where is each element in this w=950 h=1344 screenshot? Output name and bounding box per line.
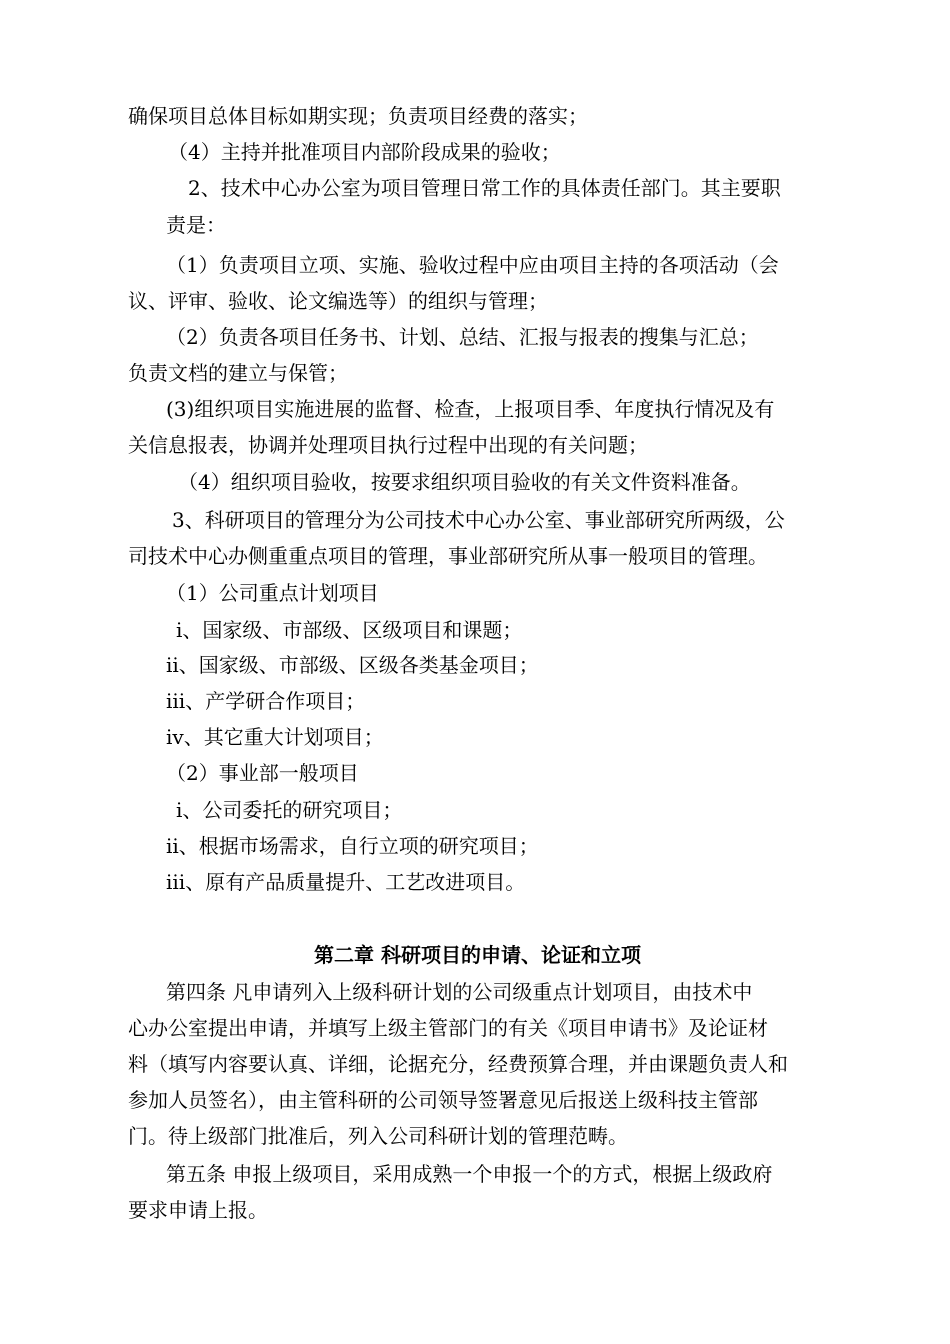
text-line: ⅱ、根据市场需求，自行立项的研究项目； [166, 834, 539, 858]
text-line: 负责文档的建立与保管； [128, 361, 348, 385]
text-line: 责是： [166, 213, 226, 237]
text-line: 第四条 凡申请列入上级科研计划的公司级重点计划项目，由技术中 [166, 980, 753, 1004]
chapter-heading: 第二章 科研项目的申请、论证和立项 [314, 943, 641, 967]
text-line: （2）负责各项目任务书、计划、总结、汇报与报表的搜集与汇总； [166, 325, 759, 349]
text-line: 心办公室提出申请，并填写上级主管部门的有关《项目申请书》及论证材 [128, 1016, 768, 1040]
text-line: 关信息报表，协调并处理项目执行过程中出现的有关问题； [128, 433, 648, 457]
text-line: 3、科研项目的管理分为公司技术中心办公室、事业部研究所两级，公 [172, 508, 785, 532]
text-line: ⅳ、其它重大计划项目； [166, 725, 384, 749]
text-line: 司技术中心办侧重重点项目的管理，事业部研究所从事一般项目的管理。 [128, 544, 768, 568]
text-line: ⅲ、产学研合作项目； [166, 689, 366, 713]
text-line: ⅰ、国家级、市部级、区级项目和课题； [176, 618, 523, 642]
text-line: （1）公司重点计划项目 [166, 581, 379, 605]
text-line: （2）事业部一般项目 [166, 761, 359, 785]
text-line: (3)组织项目实施进展的监督、检查，上报项目季、年度执行情况及有 [166, 397, 775, 421]
text-line: 确保项目总体目标如期实现；负责项目经费的落实； [128, 104, 588, 128]
text-line: ⅱ、国家级、市部级、区级各类基金项目； [166, 653, 539, 677]
text-line: 要求申请上报。 [128, 1198, 268, 1222]
text-line: （4）主持并批准项目内部阶段成果的验收； [168, 140, 561, 164]
text-line: ⅰ、公司委托的研究项目； [176, 798, 403, 822]
text-line: 参加人员签名），由主管科研的公司领导签署意见后报送上级科技主管部 [128, 1088, 758, 1112]
text-line: 门。待上级部门批准后，列入公司科研计划的管理范畴。 [128, 1124, 628, 1148]
text-line: ⅲ、原有产品质量提升、工艺改进项目。 [166, 870, 526, 894]
text-line: 议、评审、验收、论文编选等）的组织与管理； [128, 289, 548, 313]
text-line: （4）组织项目验收，按要求组织项目验收的有关文件资料准备。 [178, 470, 751, 494]
text-line: 第五条 申报上级项目，采用成熟一个申报一个的方式，根据上级政府 [166, 1162, 773, 1186]
text-line: 2、技术中心办公室为项目管理日常工作的具体责任部门。其主要职 [188, 176, 781, 200]
text-line: 料（填写内容要认真、详细，论据充分，经费预算合理，并由课题负责人和 [128, 1052, 788, 1076]
text-line: （1）负责项目立项、实施、验收过程中应由项目主持的各项活动（会 [166, 253, 779, 277]
